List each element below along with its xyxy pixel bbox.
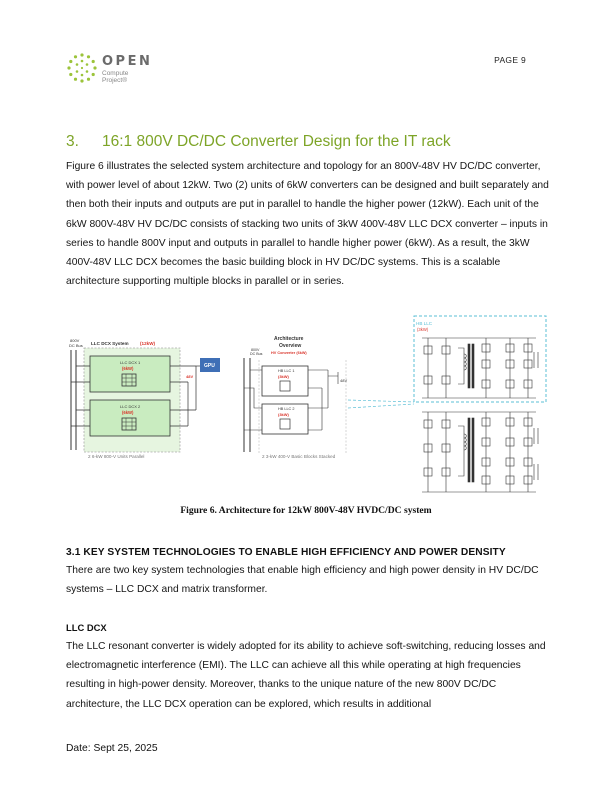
dcx1-label: LLC DCX 1 [120,360,141,365]
section-number: 3. [66,133,79,150]
section-title: 16:1 800V DC/DC Converter Design for the IT rack [102,133,451,150]
left-bottom-caption: 2 6-kW 800-V Units Parallel [88,454,145,459]
right-label: HB LLC [416,321,433,326]
footer-date: Date: Sept 25, 2025 [66,743,158,754]
left-system-label: LLC DCX System [91,341,129,346]
right-diagram [348,316,546,492]
right-power: (3kW) [417,327,429,332]
left-out-voltage: 48V [186,374,194,379]
section-heading [66,133,451,151]
logo-subtext [102,70,128,84]
left-diagram [69,338,220,459]
left-bus-label-2: DC Bus [69,343,83,348]
ocp-logo [66,52,158,92]
subsection-paragraph: There are two key system technologies that enable high efficiency and high power density in HV DC/DC systems – LLC DCX and matrix transformer. [66,565,539,596]
logo-wordmark: OPEN [102,54,153,69]
gpu-label: GPU [204,363,215,369]
right-hb-llc-box [414,316,546,402]
logo-subtext-line1: Compute [102,70,129,77]
middle-bus-2: DC Bus [250,352,263,356]
dcx2-label: LLC DCX 2 [120,404,141,409]
hb1-label: HB LLC 1 [278,369,295,373]
middle-title-2: Overview [279,343,302,349]
left-bus-label-1: 800V [70,338,80,343]
dcx2-power: (6kW) [122,410,134,415]
middle-subtitle-power: (6kW) [296,351,307,355]
hb2-label: HB LLC 2 [278,407,295,411]
ocp-logo-mark-icon [66,52,98,84]
middle-out-voltage: 48V [340,378,348,383]
subsection-title: 3.1 KEY SYSTEM TECHNOLOGIES TO ENABLE HIGH EFFICIENCY AND POWER DENSITY [66,547,506,558]
page-number: PAGE 9 [494,55,526,65]
middle-subtitle-text: HV Converter [271,351,296,355]
architecture-figure [66,308,548,498]
middle-diagram [244,336,347,459]
dcx1-power: (6kW) [122,366,134,371]
hb1-power: (3kW) [278,374,289,379]
middle-subtitle [271,351,307,355]
llc-dcx-title: LLC DCX [66,622,107,633]
middle-title-1: Architecture [274,336,304,342]
middle-bus-1: 800V [251,348,260,352]
hb2-power: (3kW) [278,412,289,417]
section-paragraph: Figure 6 illustrates the selected system architecture and topology for an 800V-48V HV DC/DC converter, with power level of about 12kW. Two (2) units of 6kW converters can be designed and built separately and then both their inputs and outputs are put in parallel to handle the higher power (12kW). Each unit of the 6kW 800V-48V HV DC/DC consists of stacking two units of 3kW 400V-48V LLC DCX converter – inputs in series to handle 800V input and outputs in parallel to handle higher power (6kW). As a result, the 3kW 400V-48V LLC DCX becomes the basic building block in HV DC/DC systems. This is a scalable architecture supporting multiple blocks in parallel or in series. [66,161,549,288]
figure-caption: Figure 6. Architecture for 12kW 800V-48V HVDC/DC system [180,505,432,516]
llc-dcx-paragraph: The LLC resonant converter is widely adopted for its ability to achieve soft-switching, reducing losses and electromagnetic interference (EMI). The LLC can achieve all this while operating at high frequencies resulting in high-power density. Moreover, thanks to the unique nature of the new 800V DC/DC architecture, the LLC DCX operation can be explored, which results in additional [66,641,546,710]
left-system-power: (12kW) [140,341,156,346]
logo-subtext-line2: Project® [102,77,128,84]
middle-bottom-caption: 2 3-kW 400-V Basic Blocks Stacked [262,454,336,459]
